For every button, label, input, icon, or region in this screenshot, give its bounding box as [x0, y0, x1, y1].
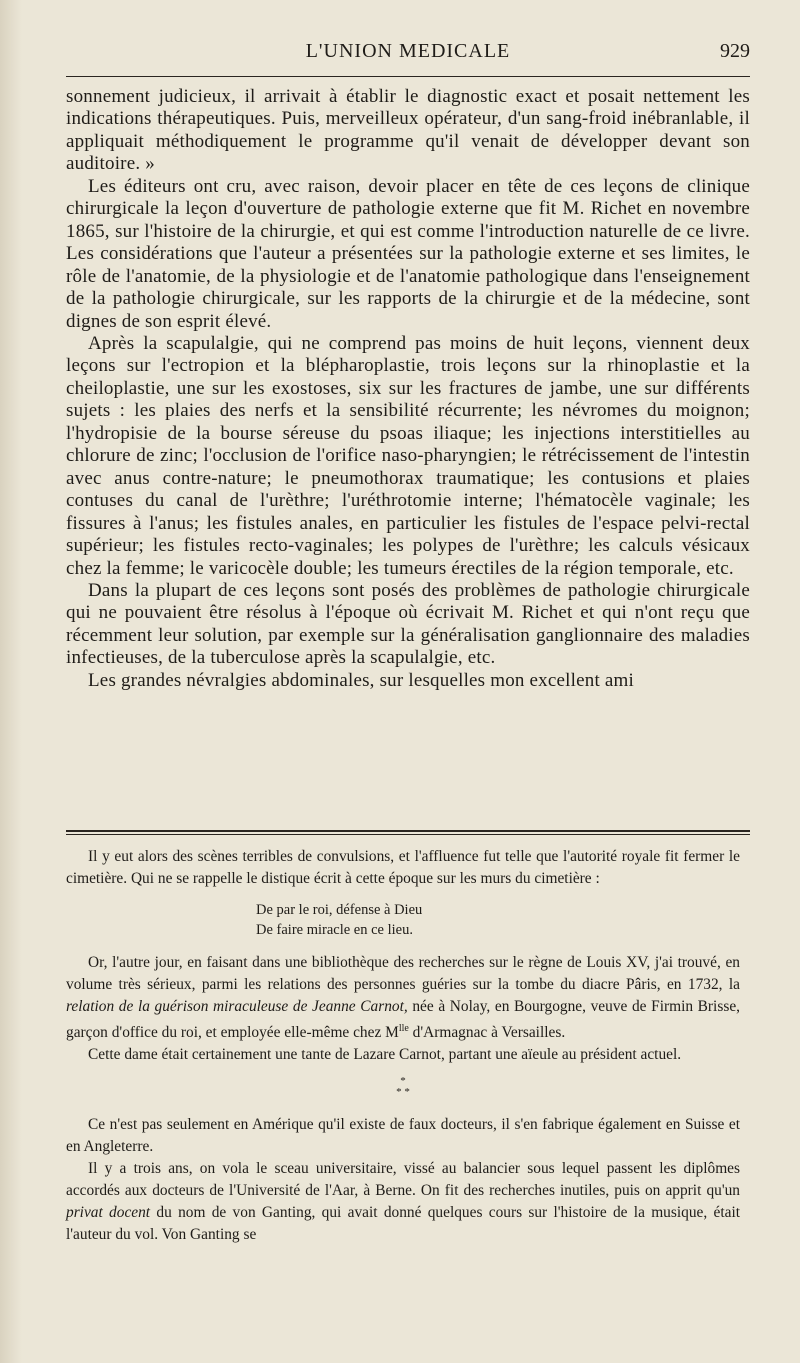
- verse-line: De faire miracle en ce lieu.: [256, 922, 413, 938]
- note-paragraph: Or, l'autre jour, en faisant dans une bibliothèque des recherches sur le règne de Louis XV, j'ai trouvé, en volume très sérieux, parmi les relations des personnes guéries sur la tombe du diacre Pâris, en 1732, la relation de la guérison miraculeuse de Jeanne Carnot, née à Nolay, en Bourgogne, veuve de Firmin Brisse, garçon d'office du roi, et employée elle-même chez $M^{lle}$ d'Armagnac à Versailles.: [66, 954, 740, 1042]
- main-paragraph: Après la scapulalgie, qui ne comprend pas moins de huit leçons, viennent deux leçons sur l'ectropion et la blépharoplastie, trois leçons sur la rhinoplastie et la cheiloplastie, une sur les exostoses, six sur les fractures de jambe, une sur différents sujets : les plaies des nerfs et la sensibilité récurrente; les névromes du moignon; l'hydropisie de la bourse séreuse du psoas iliaque; les injections interstitielles au chlorure de zinc; l'occlusion de l'orifice naso-pharyngien; le rétrécissement de l'intestin avec anus contre-nature; le pneumothorax traumatique; les contusions et plaies contuses du canal de l'urèthre; l'uréthrotomie interne; l'hématocèle vaginale; les fissures à l'anus; les fistules anales, en particulier les fistules de l'espace pelvi-rectal supérieur; les fistules recto-vaginales; les polypes de l'urèthre; les calculs vésicaux chez la femme; le varicocèle double; les tumeurs érectiles de la région temporale, etc.: [66, 332, 750, 579]
- main-text: [66, 86, 750, 692]
- asterism: * * *: [396, 1075, 410, 1099]
- header-rule: [66, 76, 750, 77]
- verse-line: De par le roi, défense à Dieu: [256, 902, 423, 918]
- distich: [256, 900, 740, 940]
- running-head: [66, 40, 750, 70]
- section-divider-thin: [66, 834, 750, 835]
- page-binding-edge: [0, 0, 22, 1363]
- main-paragraph: Dans la plupart de ces leçons sont posés des problèmes de pathologie chirurgicale qui ne pouvaient être résolus à l'époque où écrivait M. Richet et qui n'ont reçu que récemment leur solution, par exemple sur la généralisation ganglionnaire des maladies infectieuses, de la tuberculose après la scapulalgie, etc.: [66, 579, 750, 669]
- running-title: L'UNION MEDICALE: [305, 40, 511, 62]
- section-divider-thick: [66, 830, 750, 832]
- note-paragraph: Ce n'est pas seulement en Amérique qu'il existe de faux docteurs, il s'en fabrique également en Suisse et en Angleterre.: [66, 1116, 740, 1156]
- feuilleton-text: [66, 846, 740, 1246]
- main-paragraph: Les grandes névralgies abdominales, sur lesquelles mon excellent ami: [88, 669, 634, 691]
- page-number: 929: [720, 40, 750, 62]
- note-paragraph: Il y eut alors des scènes terribles de convulsions, et l'affluence fut telle que l'autorité royale fit fermer le cimetière. Qui ne se rappelle le distique écrit à cette époque sur les murs du cimetière :: [66, 848, 740, 887]
- main-paragraph: sonnement judicieux, il arrivait à établir le diagnostic exact et posait nettement les indications thérapeutiques. Puis, merveilleux opérateur, d'un sang-froid inébranlable, il appliquait méthodiquement le programme qu'il venait de développer devant son auditoire. »: [66, 86, 750, 175]
- note-paragraph: Il y a trois ans, on vola le sceau universitaire, vissé au balancier sous lequel passent les diplômes accordés aux docteurs de l'Université de l'Aar, à Berne. On fit des recherches inutiles, puis on apprit qu'un privat docent du nom de von Ganting, qui avait donné quelques cours sur l'histoire de la musique, était l'auteur du vol. Von Ganting se: [66, 1160, 740, 1244]
- main-paragraph: Les éditeurs ont cru, avec raison, devoir placer en tête de ces leçons de clinique chirurgicale la leçon d'ouverture de pathologie externe que fit M. Richet en novembre 1865, sur l'histoire de la chirurgie, et qui est comme l'introduction naturelle de ce livre. Les considérations que l'auteur a présentées sur la pathologie externe et ses limites, le rôle de l'anatomie, de la physiologie et de l'anatomie pathologique dans l'enseignement de la pathologie chirurgicale, sur les rapports de la chirurgie et de la médecine, sont dignes de son esprit élevé.: [66, 175, 750, 332]
- note-paragraph: Cette dame était certainement une tante de Lazare Carnot, partant une aïeule au président actuel.: [88, 1046, 682, 1064]
